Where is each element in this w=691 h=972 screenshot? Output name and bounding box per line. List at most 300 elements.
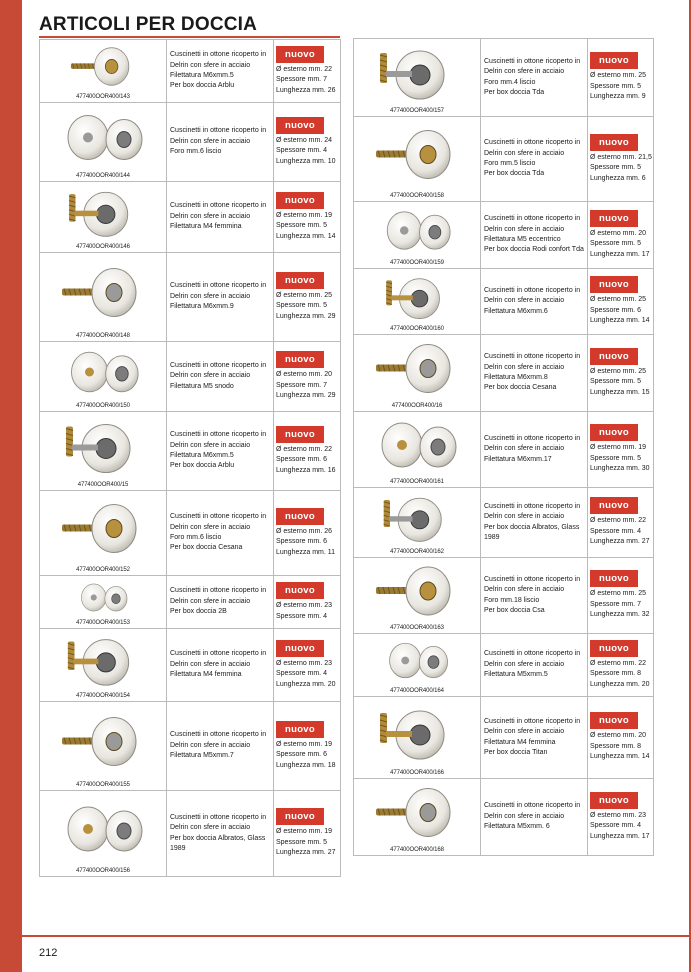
product-image-cell	[354, 202, 481, 268]
new-badge: nuovo	[276, 351, 324, 368]
spec-line: Spessore mm. 6	[276, 751, 327, 759]
product-specs	[274, 136, 340, 167]
product-table-right	[353, 38, 654, 856]
product-image-cell	[40, 103, 167, 181]
product-description	[167, 586, 266, 617]
product-description-cell	[167, 342, 274, 411]
product-image	[48, 256, 158, 329]
product-image-cell	[40, 629, 167, 701]
description-line: Cuscinetti in ottone ricoperto in	[170, 431, 267, 439]
product-description-cell	[167, 702, 274, 790]
description-line: Cuscinetti in ottone ricoperto in	[170, 361, 267, 369]
product-specs	[274, 527, 340, 558]
description-line: Cuscinetti in ottone ricoperto in	[484, 353, 581, 361]
new-badge: nuovo	[590, 424, 638, 441]
spec-line: Lunghezza mm. 32	[590, 611, 650, 619]
description-line: Filettatura M6xmm.5	[170, 452, 234, 459]
spec-line: Ø esterno mm. 23	[276, 659, 333, 667]
product-image	[48, 794, 158, 864]
new-badge: nuovo	[276, 508, 324, 525]
product-spec-cell	[588, 335, 653, 411]
spec-line: Spessore mm. 5	[590, 378, 641, 386]
product-specs	[274, 445, 340, 476]
product-description	[481, 717, 580, 759]
spec-line: Ø esterno mm. 25	[276, 291, 333, 299]
description-line: Delrin con sfere in acciaio	[484, 586, 565, 594]
product-image	[362, 637, 472, 684]
product-code: 477400OOR400/144	[76, 173, 130, 179]
description-line: Filettatura M5xmm. 6	[484, 823, 550, 831]
new-badge: nuovo	[276, 192, 324, 209]
description-line: Filettatura M6xmm.17	[484, 455, 552, 463]
new-badge: nuovo	[590, 210, 638, 227]
description-line: Filettatura M5 eccentrico	[484, 236, 561, 243]
description-line: Delrin con sfere in acciaio	[484, 660, 565, 668]
product-image-cell	[40, 412, 167, 490]
product-description	[481, 575, 580, 617]
description-line: Filettatura M6xmm.6	[484, 307, 548, 315]
description-line: Per box doccia Cesana	[170, 544, 243, 552]
product-row	[354, 488, 653, 558]
spec-line: Ø esterno mm. 22	[590, 517, 647, 525]
new-badge: nuovo	[590, 570, 638, 587]
product-description-cell	[481, 202, 588, 268]
product-description-cell	[167, 576, 274, 628]
product-image-cell	[354, 39, 481, 116]
product-row	[40, 182, 340, 253]
spec-line: Lunghezza mm. 20	[276, 680, 336, 688]
product-spec-cell	[274, 412, 340, 490]
description-line: Cuscinetti in ottone ricoperto in	[484, 575, 581, 583]
product-code: 477400OOR400/163	[390, 625, 444, 631]
spec-line: Spessore mm. 4	[276, 670, 327, 678]
product-image	[48, 43, 158, 90]
product-description-cell	[481, 488, 588, 557]
product-description-cell	[481, 39, 588, 116]
product-image	[362, 272, 472, 322]
product-image-cell	[354, 488, 481, 557]
description-line: Cuscinetti in ottone ricoperto in	[170, 127, 267, 135]
description-line: Delrin con sfere in acciaio	[170, 441, 251, 449]
description-line: Delrin con sfere in acciaio	[170, 292, 251, 300]
product-row	[354, 39, 653, 117]
page-title: ARTICOLI PER DOCCIA	[39, 14, 258, 35]
product-code: 477400OOR400/143	[76, 94, 130, 100]
new-badge: nuovo	[590, 134, 638, 151]
spec-line: Lunghezza mm. 29	[276, 312, 336, 320]
spec-line: Ø esterno mm. 20	[590, 229, 647, 237]
spec-line: Ø esterno mm. 19	[276, 740, 333, 748]
product-image	[48, 705, 158, 778]
description-line: Cuscinetti in ottone ricoperto in	[484, 502, 581, 510]
spec-line: Lunghezza mm. 11	[276, 548, 336, 556]
product-specs	[588, 295, 653, 326]
product-image	[362, 205, 472, 256]
product-row	[40, 791, 340, 877]
product-code: 477400OOR400/152	[76, 567, 130, 573]
spec-line: Spessore mm. 5	[590, 164, 641, 172]
product-row	[354, 335, 653, 412]
left-accent-bar	[0, 0, 22, 972]
description-line: Filettatura M4 femmina	[170, 671, 242, 679]
product-description-cell	[481, 412, 588, 487]
product-description-cell	[481, 117, 588, 201]
spec-line: Ø esterno mm. 19	[590, 444, 647, 452]
new-badge: nuovo	[276, 426, 324, 443]
product-description	[167, 126, 266, 157]
product-specs	[588, 229, 653, 260]
spec-line: Lunghezza mm. 14	[276, 232, 336, 240]
product-image-cell	[40, 791, 167, 876]
product-code: 477400OOR400/162	[390, 549, 444, 555]
description-line: 1989	[170, 844, 186, 852]
product-spec-cell	[274, 342, 340, 411]
new-badge: nuovo	[590, 640, 638, 657]
description-line: Per box doccia 2B	[170, 608, 227, 616]
product-image	[362, 120, 472, 189]
spec-line: Spessore mm. 5	[590, 240, 641, 248]
product-image	[48, 579, 158, 616]
spec-line: Spessore mm. 4	[276, 612, 327, 620]
product-code: 477400OOR400/154	[76, 693, 130, 699]
product-image-cell	[354, 779, 481, 855]
product-row	[354, 412, 653, 488]
description-line: Filettatura M6xmm.8	[484, 374, 548, 381]
description-line: Foro mm.4 liscio	[484, 78, 536, 86]
description-line: Per box doccia Csa	[484, 606, 545, 614]
product-image-cell	[354, 634, 481, 696]
product-description	[167, 201, 266, 232]
description-line: Per box doccia Rodi confort Tda	[484, 246, 584, 254]
product-image	[48, 185, 158, 240]
product-spec-cell	[588, 39, 653, 116]
spec-line: Lunghezza mm. 27	[276, 849, 336, 857]
new-badge: nuovo	[590, 52, 638, 69]
product-row	[40, 491, 340, 576]
spec-line: Ø esterno mm. 22	[590, 659, 647, 667]
new-badge: nuovo	[276, 46, 324, 63]
product-spec-cell	[588, 117, 653, 201]
spec-line: Ø esterno mm. 25	[590, 296, 647, 304]
spec-line: Ø esterno mm. 19	[276, 211, 333, 219]
new-badge: nuovo	[590, 712, 638, 729]
product-description	[167, 730, 266, 761]
product-specs	[588, 153, 653, 184]
spec-line: Spessore mm. 5	[276, 838, 327, 846]
spec-line: Spessore mm. 7	[276, 381, 327, 389]
product-image-cell	[40, 40, 167, 102]
description-line: Cuscinetti in ottone ricoperto in	[170, 51, 267, 59]
product-code: 477400OOR400/156	[76, 868, 130, 874]
description-line: Cuscinetti in ottone ricoperto in	[170, 282, 267, 290]
description-line: Per box doccia Albratos, Glass	[170, 834, 266, 842]
product-row	[40, 342, 340, 412]
product-code: 477400OOR400/161	[390, 479, 444, 485]
product-description-cell	[167, 182, 274, 252]
product-code: 477400OOR400/153	[76, 620, 130, 626]
title-underline	[39, 36, 340, 38]
product-specs	[274, 370, 340, 401]
product-spec-cell	[274, 182, 340, 252]
spec-line: Ø esterno mm. 19	[276, 828, 333, 836]
description-line: Cuscinetti in ottone ricoperto in	[484, 286, 581, 294]
product-specs	[588, 516, 653, 547]
product-description	[167, 430, 266, 472]
product-description	[167, 512, 266, 554]
product-row	[40, 576, 340, 629]
product-description	[167, 50, 266, 92]
product-image	[48, 345, 158, 399]
product-image	[362, 782, 472, 843]
spec-line: Ø esterno mm. 25	[590, 72, 647, 80]
product-code: 477400OOR400/15	[77, 482, 129, 488]
product-spec-cell	[588, 779, 653, 855]
product-image	[362, 338, 472, 399]
spec-line: Lunghezza mm. 17	[590, 250, 650, 258]
product-row	[40, 702, 340, 791]
product-image-cell	[40, 253, 167, 341]
spec-line: Ø esterno mm. 26	[276, 527, 333, 535]
spec-line: Ø esterno mm. 25	[590, 367, 647, 375]
product-spec-cell	[274, 702, 340, 790]
product-code: 477400OOR400/155	[76, 782, 130, 788]
product-specs	[588, 731, 653, 762]
description-line: Delrin con sfere in acciaio	[170, 597, 251, 605]
spec-line: Spessore mm. 5	[590, 454, 641, 462]
description-line: Cuscinetti in ottone ricoperto in	[484, 717, 581, 725]
description-line: Foro mm.5 liscio	[484, 160, 536, 167]
product-image-cell	[354, 269, 481, 334]
spec-line: Lunghezza mm. 27	[590, 538, 650, 546]
description-line: Delrin con sfere in acciaio	[484, 225, 565, 233]
product-description-cell	[481, 697, 588, 778]
new-badge: nuovo	[590, 792, 638, 809]
spec-line: Ø esterno mm. 22	[276, 65, 333, 73]
description-line: Cuscinetti in ottone ricoperto in	[170, 202, 267, 210]
spec-line: Lunghezza mm. 15	[590, 388, 650, 396]
product-row	[40, 253, 340, 342]
spec-line: Lunghezza mm. 9	[590, 93, 646, 101]
spec-line: Lunghezza mm. 20	[590, 680, 650, 688]
product-spec-cell	[588, 488, 653, 557]
product-specs	[588, 811, 653, 842]
product-image-cell	[354, 412, 481, 487]
description-line: Foro mm.6 liscio	[170, 148, 222, 156]
product-code: 477400OOR400/159	[390, 260, 444, 266]
new-badge: nuovo	[590, 348, 638, 365]
description-line: Per box doccia Tda	[484, 88, 545, 96]
description-line: Cuscinetti in ottone ricoperto in	[170, 513, 267, 521]
product-description	[167, 813, 266, 855]
product-code: 477400OOR400/146	[76, 244, 130, 250]
product-description-cell	[167, 103, 274, 181]
description-line: Delrin con sfere in acciaio	[484, 728, 565, 736]
product-image-cell	[354, 697, 481, 778]
product-description-cell	[167, 629, 274, 701]
description-line: Per box doccia Arblu	[170, 82, 235, 90]
product-specs	[274, 827, 340, 858]
spec-line: Lunghezza mm. 16	[276, 466, 336, 474]
product-description-cell	[167, 40, 274, 102]
description-line: Delrin con sfere in acciaio	[484, 363, 565, 371]
spec-line: Ø esterno mm. 23	[590, 811, 647, 819]
product-spec-cell	[588, 697, 653, 778]
new-badge: nuovo	[276, 117, 324, 134]
description-line: Cuscinetti in ottone ricoperto in	[484, 139, 581, 147]
spec-line: Lunghezza mm. 17	[590, 832, 650, 840]
product-description-cell	[481, 335, 588, 411]
product-spec-cell	[588, 269, 653, 334]
spec-line: Spessore mm. 7	[590, 600, 641, 608]
spec-line: Spessore mm. 4	[276, 147, 327, 155]
product-code: 477400OOR400/166	[390, 770, 444, 776]
product-spec-cell	[588, 202, 653, 268]
product-description	[481, 434, 580, 465]
product-row	[40, 412, 340, 491]
spec-line: Spessore mm. 5	[276, 222, 327, 230]
description-line: Filettatura M6xmm.9	[170, 303, 234, 311]
product-spec-cell	[274, 491, 340, 575]
product-specs	[274, 211, 340, 242]
product-description-cell	[481, 779, 588, 855]
description-line: 1989	[484, 533, 500, 541]
product-image-cell	[40, 182, 167, 252]
product-description	[481, 214, 584, 256]
spec-line: Lunghezza mm. 30	[590, 465, 650, 473]
new-badge: nuovo	[276, 808, 324, 825]
new-badge: nuovo	[276, 721, 324, 738]
product-row	[354, 269, 653, 335]
product-code: 477400OOR400/158	[390, 193, 444, 199]
product-row	[354, 558, 653, 634]
product-spec-cell	[274, 791, 340, 876]
new-badge: nuovo	[276, 640, 324, 657]
description-line: Foro mm.6 liscio	[170, 534, 222, 541]
description-line: Cuscinetti in ottone ricoperto in	[170, 813, 267, 821]
description-line: Delrin con sfere in acciaio	[484, 812, 565, 820]
product-description-cell	[481, 269, 588, 334]
product-row	[354, 697, 653, 779]
product-row	[354, 779, 653, 856]
description-line: Delrin con sfere in acciaio	[170, 61, 251, 69]
product-row	[40, 103, 340, 182]
product-image-cell	[40, 702, 167, 790]
product-description-cell	[167, 491, 274, 575]
product-specs	[588, 367, 653, 398]
spec-line: Ø esterno mm. 23	[276, 602, 333, 610]
new-badge: nuovo	[276, 272, 324, 289]
product-spec-cell	[588, 634, 653, 696]
description-line: Per box doccia Albratos, Glass	[484, 523, 580, 531]
new-badge: nuovo	[276, 582, 324, 599]
description-line: Cuscinetti in ottone ricoperto in	[484, 802, 581, 810]
description-line: Filettatura M4 femmina	[170, 223, 242, 231]
product-description	[481, 649, 580, 680]
product-description	[481, 352, 580, 394]
product-image	[362, 561, 472, 621]
product-spec-cell	[588, 412, 653, 487]
product-code: 477400OOR400/148	[76, 333, 130, 339]
spec-line: Lunghezza mm. 14	[590, 753, 650, 761]
description-line: Cuscinetti in ottone ricoperto in	[170, 731, 267, 739]
product-image	[362, 700, 472, 766]
product-description	[167, 281, 266, 312]
product-image-cell	[354, 335, 481, 411]
product-image-cell	[40, 576, 167, 628]
product-description	[167, 361, 266, 392]
product-spec-cell	[274, 40, 340, 102]
product-image-cell	[40, 342, 167, 411]
product-spec-cell	[274, 253, 340, 341]
spec-line: Lunghezza mm. 29	[276, 392, 336, 400]
product-row	[354, 634, 653, 697]
spec-line: Ø esterno mm. 20	[276, 371, 333, 379]
description-line: Cuscinetti in ottone ricoperto in	[170, 587, 267, 595]
description-line: Delrin con sfere in acciaio	[484, 445, 565, 453]
product-table-left	[39, 39, 341, 877]
product-row	[40, 629, 340, 702]
spec-line: Lunghezza mm. 14	[590, 317, 650, 325]
product-description	[481, 57, 580, 99]
product-description	[167, 649, 266, 680]
product-image	[362, 415, 472, 475]
product-specs	[274, 740, 340, 771]
description-line: Delrin con sfere in acciaio	[484, 149, 565, 157]
product-description	[481, 502, 580, 544]
product-code: 477400OOR400/157	[390, 108, 444, 114]
description-line: Delrin con sfere in acciaio	[484, 68, 565, 76]
product-spec-cell	[274, 576, 340, 628]
product-code: 477400OOR400/168	[390, 847, 444, 853]
product-description-cell	[167, 412, 274, 490]
product-specs	[274, 291, 340, 322]
product-description-cell	[167, 253, 274, 341]
description-line: Delrin con sfere in acciaio	[170, 212, 251, 220]
description-line: Cuscinetti in ottone ricoperto in	[484, 650, 581, 658]
description-line: Cuscinetti in ottone ricoperto in	[484, 215, 581, 223]
description-line: Foro mm.18 liscio	[484, 596, 540, 604]
description-line: Filettatura M5xmm.5	[484, 671, 548, 679]
product-code: 477400OOR400/164	[390, 688, 444, 694]
product-image-cell	[354, 558, 481, 633]
product-image	[362, 491, 472, 545]
spec-line: Spessore mm. 4	[590, 527, 641, 535]
product-description	[481, 286, 580, 317]
spec-line: Spessore mm. 6	[590, 306, 641, 314]
description-line: Per box doccia Arblu	[170, 462, 235, 470]
product-specs	[274, 65, 340, 96]
description-line: Delrin con sfere in acciaio	[170, 137, 251, 145]
spec-line: Lunghezza mm. 18	[276, 761, 336, 769]
description-line: Delrin con sfere in acciaio	[484, 297, 565, 305]
product-specs	[274, 601, 340, 622]
product-description	[481, 801, 580, 832]
product-specs	[588, 71, 653, 102]
product-image	[48, 106, 158, 169]
new-badge: nuovo	[590, 276, 638, 293]
product-code: 477400OOR400/150	[76, 403, 130, 409]
product-image	[362, 42, 472, 104]
product-description-cell	[481, 558, 588, 633]
spec-line: Spessore mm. 8	[590, 742, 641, 750]
product-image	[48, 494, 158, 563]
spec-line: Spessore mm. 5	[590, 82, 641, 90]
description-line: Delrin con sfere in acciaio	[170, 824, 251, 832]
product-specs	[274, 659, 340, 690]
product-code: 477400OOR400/16	[391, 403, 443, 409]
spec-line: Spessore mm. 6	[276, 538, 327, 546]
product-spec-cell	[588, 558, 653, 633]
